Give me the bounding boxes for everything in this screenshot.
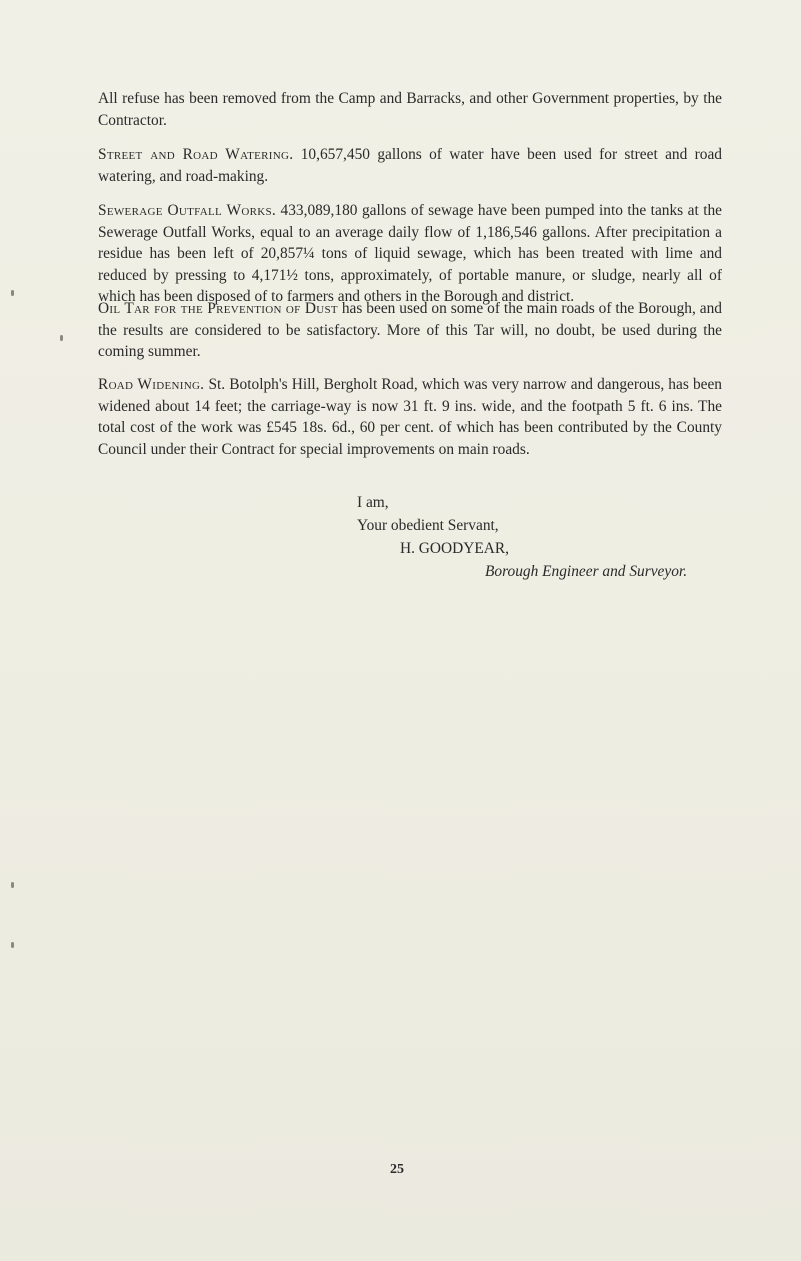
margin-mark (11, 942, 14, 948)
paragraph-refuse (98, 88, 722, 131)
margin-mark (60, 335, 63, 341)
margin-mark (11, 290, 14, 296)
paragraph-sewerage (98, 200, 722, 308)
paragraph-oil-tar (98, 298, 722, 363)
signature-closing: I am, (357, 494, 389, 511)
signature-title: Borough Engineer and Surveyor. (485, 563, 688, 580)
page-number: 25 (390, 1162, 404, 1177)
paragraph-street-watering (98, 144, 722, 187)
paragraph-road-widening (98, 374, 722, 460)
paragraph-body: All refuse has been removed from the Camp and Barracks, and other Government properties, by the Contractor. (98, 90, 722, 129)
paragraph-heading: Sewerage Outfall Works. (98, 202, 277, 219)
paragraph-heading: Road Widening. (98, 376, 205, 393)
paragraph-body: has been used on some of the main roads of the Borough, and the results are considered to be satisfactory. More of this Tar will, no doubt, be used during the coming summer. (98, 300, 722, 360)
paragraph-heading: Street and Road Watering. (98, 146, 294, 163)
margin-mark (11, 882, 14, 888)
paragraph-body: 433,089,180 gallons of sewage have been pumped into the tanks at the Sewerage Outfall Works, equal to an average daily flow of 1,186,546 gallons. After precipitation a residue has been left of 20,857¼ tons of liquid sewage, which has been treated with lime and reduced by pressing to 4,171½ tons, approximately, of portable manure, or sludge, nearly all of which has been disposed of to farmers and others in the Borough and district. (98, 202, 722, 305)
paragraph-body: St. Botolph's Hill, Bergholt Road, which was very narrow and dangerous, has been widened about 14 feet; the carriage-way is now 31 ft. 9 ins. wide, and the footpath 5 ft. 6 ins. The total cost of the work was £545 18s. 6d., 60 per cent. of which has been contributed by the County Council under their Contract for special improvements on main roads. (98, 376, 722, 458)
signature-name: H. GOODYEAR, (400, 540, 510, 557)
signature-salutation: Your obedient Servant, (357, 517, 499, 534)
paragraph-heading: Oil Tar for the Prevention of Dust (98, 300, 338, 317)
paragraph-body: 10,657,450 gallons of water have been used for street and road watering, and road-making. (98, 146, 722, 185)
